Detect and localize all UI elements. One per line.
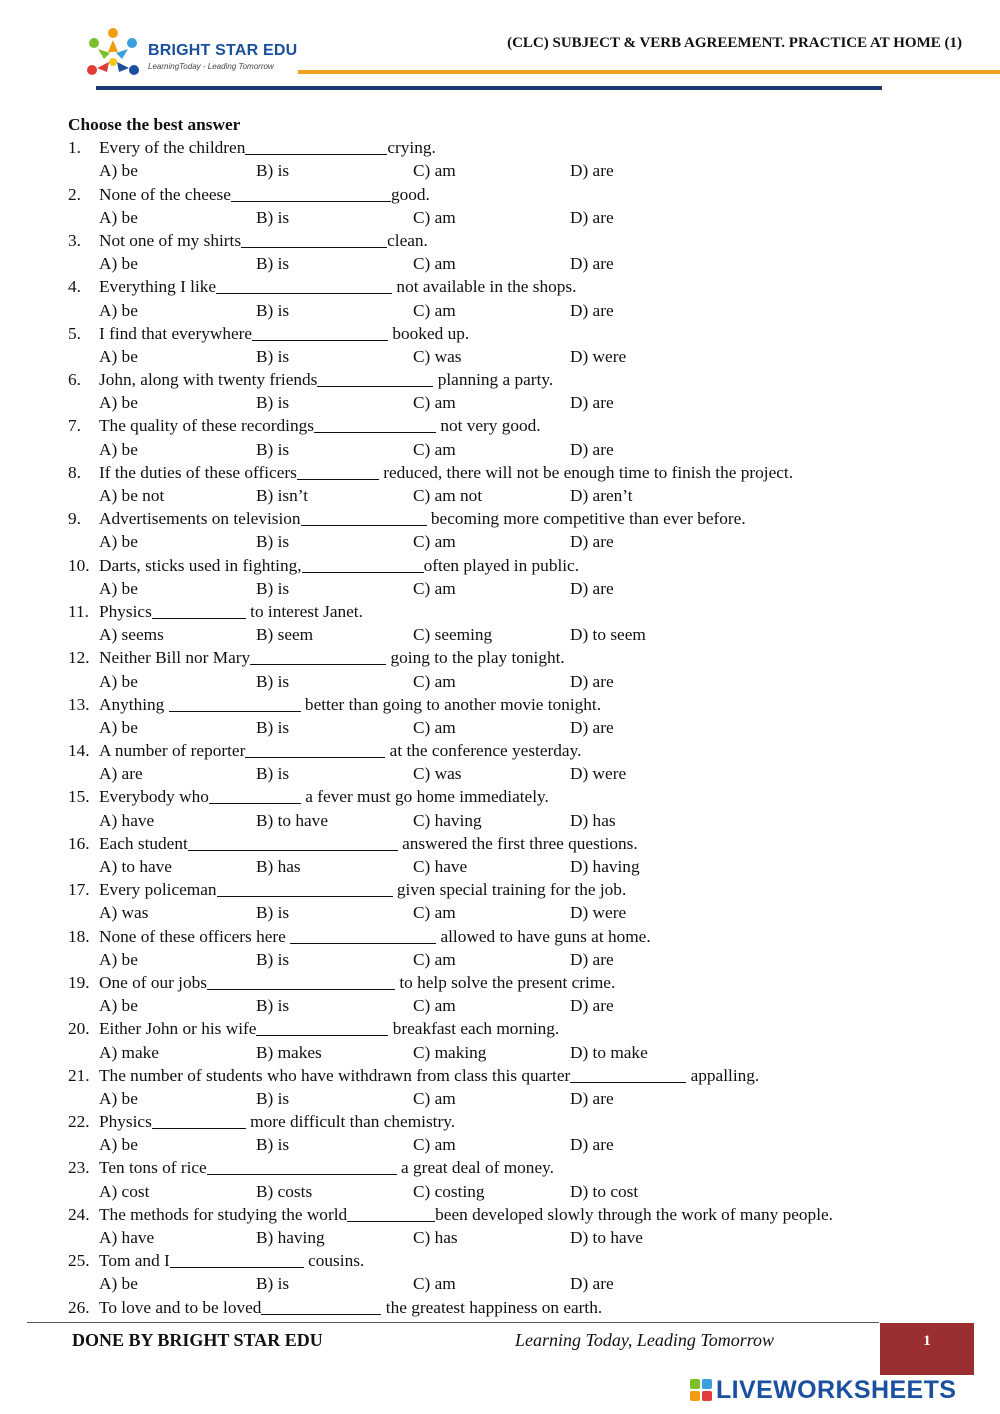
question-text-before: One of our jobs (99, 972, 207, 992)
answer-blank[interactable] (347, 1204, 435, 1222)
answer-option[interactable]: B) is (256, 300, 290, 320)
question-text-before: John, along with twenty friends (99, 370, 318, 390)
answer-blank[interactable] (250, 647, 386, 665)
answer-option[interactable]: D) has (570, 810, 616, 830)
answer-options (68, 670, 968, 693)
question-text-before: Ten tons of rice (99, 1158, 207, 1178)
answer-options (68, 1180, 968, 1203)
answer-option[interactable]: D) were (570, 346, 627, 366)
answer-option[interactable]: C) was (413, 346, 462, 366)
answer-option[interactable]: B) is (256, 903, 290, 923)
answer-options (68, 901, 968, 924)
page-number-badge (880, 1323, 974, 1375)
question-26 (68, 1296, 968, 1319)
answer-option[interactable]: C) seeming (413, 625, 493, 645)
question-number: 5. (68, 323, 81, 343)
question-number: 15. (68, 787, 90, 807)
answer-blank[interactable] (301, 508, 427, 526)
question-text-after: better than going to another movie tonight. (300, 694, 602, 714)
liveworksheets-logo-icon (690, 1379, 712, 1401)
question-21 (68, 1064, 968, 1087)
question-text-before: Physics (99, 601, 152, 621)
answer-option[interactable]: D) are (570, 207, 614, 227)
answer-option[interactable]: C) has (413, 1228, 458, 1247)
answer-option[interactable]: A) be (99, 1274, 138, 1294)
answer-option[interactable]: D) are (570, 671, 614, 691)
answer-option[interactable]: A) are (99, 764, 143, 784)
answer-option[interactable]: D) were (570, 903, 627, 923)
answer-options (68, 855, 968, 878)
answer-option[interactable]: C) am (413, 532, 456, 552)
answer-options (68, 716, 968, 739)
question-5 (68, 322, 968, 345)
liveworksheets-wordmark: LIVEWORKSHEETS (716, 1376, 957, 1404)
answer-option[interactable]: A) seems (99, 625, 164, 645)
question-number: 17. (68, 880, 90, 900)
answer-option[interactable]: D) are (570, 439, 614, 459)
question-14 (68, 739, 968, 762)
answer-option[interactable]: B) is (256, 161, 290, 181)
instruction-heading: Choose the best answer (68, 115, 241, 134)
answer-option[interactable]: B) is (256, 717, 290, 737)
answer-blank[interactable] (256, 1018, 388, 1036)
answer-option[interactable]: A) be (99, 578, 138, 598)
question-text-before: The quality of these recordings (99, 416, 314, 436)
answer-options (68, 159, 968, 182)
answer-option[interactable]: A) be (99, 254, 138, 274)
question-4 (68, 275, 968, 298)
answer-option[interactable]: D) are (570, 996, 614, 1016)
answer-option[interactable]: B) costs (256, 1181, 313, 1201)
answer-option[interactable]: B) makes (256, 1042, 322, 1062)
question-number: 23. (68, 1158, 90, 1178)
answer-option[interactable]: A) be (99, 671, 138, 691)
answer-option[interactable]: D) were (570, 764, 627, 784)
star-people-logo-icon (82, 26, 144, 86)
question-text-after: reduced, there will not be enough time to finish the project. (378, 462, 794, 482)
question-11 (68, 600, 968, 623)
answer-options (68, 1041, 968, 1064)
question-23 (68, 1156, 968, 1179)
answer-option[interactable]: B) is (256, 671, 290, 691)
question-text-after: the greatest happiness on earth. (381, 1297, 603, 1317)
question-text-before: Every of the children (99, 138, 246, 158)
answer-blank[interactable] (290, 926, 436, 944)
question-text-after: crying. (387, 138, 436, 158)
question-number: 9. (68, 509, 81, 529)
question-number: 12. (68, 648, 90, 668)
answer-blank[interactable] (297, 462, 379, 480)
question-text-after: going to the play tonight. (386, 648, 565, 668)
question-text-after: becoming more competitive than ever before. (426, 509, 746, 529)
question-text-before: Each student (99, 833, 188, 853)
question-text-after: good. (390, 184, 430, 204)
answer-options (68, 206, 968, 229)
answer-options (68, 1133, 968, 1156)
answer-option[interactable]: A) be (99, 1135, 138, 1155)
answer-blank[interactable] (209, 786, 301, 804)
answer-option[interactable]: C) am (413, 439, 456, 459)
question-6 (68, 368, 968, 391)
answer-option[interactable]: A) have (99, 1228, 155, 1247)
question-number: 10. (68, 555, 90, 575)
answer-blank[interactable] (170, 1250, 304, 1268)
question-text-before: If the duties of these officers (99, 462, 297, 482)
answer-option[interactable]: C) am (413, 1274, 456, 1294)
question-number: 24. (68, 1204, 90, 1224)
answer-option[interactable]: B) isn’t (256, 486, 309, 505)
question-text-before: To love and to be loved (99, 1297, 262, 1317)
question-text-after: not very good. (436, 416, 541, 436)
question-text-before: Everything I like (99, 277, 217, 297)
answer-blank[interactable] (245, 740, 385, 758)
question-16 (68, 832, 968, 855)
answer-blank[interactable] (152, 601, 246, 619)
question-number: 4. (68, 277, 81, 297)
answer-option[interactable]: B) is (256, 578, 290, 598)
footer-rule (27, 1322, 879, 1323)
question-number: 19. (68, 972, 90, 992)
answer-option[interactable]: B) is (256, 207, 290, 227)
answer-option[interactable]: C) am (413, 903, 456, 923)
answer-option[interactable]: B) is (256, 1274, 290, 1294)
answer-blank[interactable] (245, 137, 387, 155)
answer-blank[interactable] (216, 276, 392, 294)
answer-blank[interactable] (570, 1065, 686, 1083)
answer-option[interactable]: D) are (570, 1135, 614, 1155)
answer-option[interactable]: B) has (256, 857, 301, 876)
question-text-after: allowed to have guns at home. (436, 926, 651, 946)
header-rule-orange (298, 70, 1000, 74)
answer-option[interactable]: A) be (99, 393, 138, 413)
answer-option[interactable]: C) having (413, 810, 482, 830)
answer-option[interactable]: A) be (99, 300, 138, 320)
question-8 (68, 461, 968, 484)
answer-options (68, 345, 968, 368)
question-24 (68, 1203, 968, 1226)
answer-option[interactable]: D) are (570, 300, 614, 320)
question-text-before: Not one of my shirts (99, 230, 242, 250)
header-rule-navy (96, 86, 882, 90)
answer-blank[interactable] (188, 833, 398, 851)
answer-blank[interactable] (152, 1111, 246, 1129)
question-text-before: Tom and I (99, 1251, 170, 1271)
question-9 (68, 507, 968, 530)
question-number: 21. (68, 1065, 90, 1085)
answer-blank[interactable] (207, 1157, 397, 1175)
answer-option[interactable]: B) is (256, 393, 290, 413)
answer-options (68, 948, 968, 971)
answer-option[interactable]: D) are (570, 393, 614, 413)
question-text-before: Anything (99, 694, 169, 714)
answer-option[interactable]: A) be (99, 532, 138, 552)
question-3 (68, 229, 968, 252)
answer-option[interactable]: B) is (256, 1135, 290, 1155)
answer-options (68, 1087, 968, 1110)
document-title: (CLC) SUBJECT & VERB AGREEMENT. PRACTICE AT HOME (1) (507, 35, 962, 51)
question-13 (68, 693, 968, 716)
question-number: 20. (68, 1019, 90, 1039)
question-text-before: Every policeman (99, 880, 217, 900)
answer-option[interactable]: C) am (413, 717, 456, 737)
brand-logo (82, 26, 312, 90)
answer-option[interactable]: D) are (570, 1088, 614, 1108)
answer-option[interactable]: D) to make (570, 1042, 648, 1062)
answer-options (68, 438, 968, 461)
question-18 (68, 925, 968, 948)
answer-option[interactable]: B) is (256, 1088, 290, 1108)
answer-option[interactable]: D) are (570, 254, 614, 274)
question-text-before: Advertisements on television (99, 509, 301, 529)
question-number: 8. (68, 462, 81, 482)
question-25 (68, 1249, 968, 1272)
question-20 (68, 1017, 968, 1040)
question-number: 7. (68, 416, 81, 436)
question-list (68, 136, 968, 1319)
answer-option[interactable]: D) having (570, 857, 640, 876)
question-text-before: The number of students who have withdrawn from class this quarter (99, 1065, 571, 1085)
question-text-after: to help solve the present crime. (395, 972, 616, 992)
answer-option[interactable]: D) to have (570, 1228, 643, 1247)
answer-option[interactable]: B) is (256, 346, 290, 366)
answer-options (68, 1272, 968, 1295)
worksheet-content (68, 113, 968, 1319)
answer-option[interactable]: D) are (570, 1274, 614, 1294)
answer-option[interactable]: A) have (99, 810, 155, 830)
answer-options (68, 530, 968, 553)
question-text-before: Either John or his wife (99, 1019, 257, 1039)
answer-options (68, 1226, 968, 1249)
question-text-after: often played in public. (423, 555, 580, 575)
answer-option[interactable]: A) be (99, 1088, 138, 1108)
answer-option[interactable]: D) are (570, 161, 614, 181)
answer-blank[interactable] (241, 230, 387, 248)
question-text-before: Neither Bill nor Mary (99, 648, 251, 668)
question-text-before: I find that everywhere (99, 323, 253, 343)
answer-option[interactable]: B) is (256, 764, 290, 784)
answer-option[interactable]: A) be (99, 949, 138, 969)
question-text-after: planning a party. (433, 370, 554, 390)
brand-tagline: LearningToday - Leading Tomorrow (148, 62, 274, 71)
answer-option[interactable]: A) be (99, 717, 138, 737)
question-7 (68, 414, 968, 437)
question-text-before: A number of reporter (99, 741, 246, 761)
answer-option[interactable]: D) are (570, 717, 614, 737)
answer-options (68, 484, 968, 507)
question-text-after: a great deal of money. (396, 1158, 554, 1178)
question-text-after: not available in the shops. (392, 277, 577, 297)
question-text-after: given special training for the job. (392, 880, 627, 900)
question-17 (68, 878, 968, 901)
answer-blank[interactable] (207, 972, 395, 990)
question-number: 6. (68, 370, 81, 390)
question-text-after: more difficult than chemistry. (245, 1112, 456, 1132)
answer-option[interactable]: C) am (413, 207, 456, 227)
answer-options (68, 809, 968, 832)
question-text-after: to interest Janet. (245, 601, 363, 621)
answer-option[interactable]: B) seem (256, 625, 314, 645)
answer-blank[interactable] (231, 184, 391, 202)
answer-blank[interactable] (314, 415, 436, 433)
answer-option[interactable]: A) be (99, 439, 138, 459)
answer-options (68, 577, 968, 600)
question-1 (68, 136, 968, 159)
answer-blank[interactable] (317, 369, 433, 387)
answer-options (68, 252, 968, 275)
answer-option[interactable]: A) be (99, 161, 138, 181)
answer-option[interactable]: A) be (99, 996, 138, 1016)
answer-option[interactable]: C) am (413, 1135, 456, 1155)
answer-option[interactable]: C) am (413, 254, 456, 274)
question-text-before: The methods for studying the world (99, 1204, 348, 1224)
answer-option[interactable]: C) was (413, 764, 462, 784)
question-number: 1. (68, 138, 81, 158)
answer-option[interactable]: A) to have (99, 857, 172, 876)
answer-option[interactable]: D) are (570, 532, 614, 552)
answer-option[interactable]: C) am not (413, 486, 483, 505)
answer-option[interactable]: C) am (413, 671, 456, 691)
question-text-before: None of the cheese (99, 184, 231, 204)
question-text-after: at the conference yesterday. (385, 741, 582, 761)
answer-options (68, 994, 968, 1017)
answer-option[interactable]: B) to have (256, 810, 328, 830)
question-number: 13. (68, 694, 90, 714)
question-text-before: Everybody who (99, 787, 209, 807)
answer-option[interactable]: D) aren’t (570, 486, 633, 505)
answer-option[interactable]: A) be not (99, 486, 165, 505)
question-15 (68, 785, 968, 808)
answer-option[interactable]: C) am (413, 300, 456, 320)
question-2 (68, 183, 968, 206)
answer-option[interactable]: C) am (413, 949, 456, 969)
answer-blank[interactable] (217, 879, 393, 897)
question-text-after: answered the first three questions. (397, 833, 638, 853)
question-number: 3. (68, 230, 81, 250)
answer-option[interactable]: A) was (99, 903, 149, 923)
answer-blank[interactable] (302, 555, 424, 573)
question-number: 25. (68, 1251, 90, 1271)
question-12 (68, 646, 968, 669)
answer-option[interactable]: D) to cost (570, 1181, 639, 1201)
question-number: 14. (68, 741, 90, 761)
question-text-before: None of these officers here (99, 926, 291, 946)
answer-option[interactable]: C) am (413, 996, 456, 1016)
answer-blank[interactable] (261, 1297, 381, 1315)
answer-option[interactable]: B) is (256, 996, 290, 1016)
question-number: 18. (68, 926, 90, 946)
question-text-before: Darts, sticks used in fighting, (99, 555, 302, 575)
question-text-after: clean. (387, 230, 428, 250)
answer-option[interactable]: A) make (99, 1042, 159, 1062)
answer-option[interactable]: B) having (256, 1228, 325, 1247)
page-header (0, 0, 1000, 110)
question-text-after: cousins. (303, 1251, 365, 1271)
page-number: 1 (923, 1333, 931, 1349)
question-text-after: booked up. (388, 323, 470, 343)
question-text-after: a fever must go home immediately. (300, 787, 549, 807)
answer-option[interactable]: A) be (99, 346, 138, 366)
answer-option[interactable]: C) have (413, 857, 468, 876)
question-text-before: Physics (99, 1112, 152, 1132)
question-number: 2. (68, 184, 81, 204)
answer-option[interactable]: C) costing (413, 1181, 485, 1201)
question-number: 22. (68, 1112, 90, 1132)
footer-slogan: Learning Today, Leading Tomorrow (515, 1330, 775, 1350)
answer-option[interactable]: B) is (256, 949, 290, 969)
answer-blank[interactable] (252, 323, 388, 341)
answer-option[interactable]: D) are (570, 578, 614, 598)
answer-option[interactable]: C) am (413, 161, 456, 181)
answer-option[interactable]: C) am (413, 1088, 456, 1108)
question-number: 16. (68, 833, 90, 853)
question-text-after: been developed slowly through the work of many people. (435, 1204, 833, 1224)
answer-options (68, 623, 968, 646)
question-number: 26. (68, 1297, 90, 1317)
answer-option[interactable]: B) is (256, 254, 290, 274)
answer-option[interactable]: C) making (413, 1042, 487, 1062)
brand-name: BRIGHT STAR EDU (148, 42, 298, 59)
answer-options (68, 391, 968, 414)
answer-option[interactable]: C) am (413, 578, 456, 598)
answer-option[interactable]: C) am (413, 393, 456, 413)
answer-option[interactable]: B) is (256, 532, 290, 552)
footer-credit: DONE BY BRIGHT STAR EDU (72, 1330, 323, 1350)
question-22 (68, 1110, 968, 1133)
answer-option[interactable]: A) be (99, 207, 138, 227)
answer-option[interactable]: B) is (256, 439, 290, 459)
answer-option[interactable]: D) to seem (570, 625, 646, 645)
answer-options (68, 762, 968, 785)
answer-option[interactable]: A) cost (99, 1181, 150, 1201)
answer-blank[interactable] (169, 694, 301, 712)
question-text-after: breakfast each morning. (388, 1019, 560, 1039)
answer-option[interactable]: D) are (570, 949, 614, 969)
answer-options (68, 299, 968, 322)
question-text-after: appalling. (686, 1065, 760, 1085)
question-19 (68, 971, 968, 994)
question-10 (68, 554, 968, 577)
question-number: 11. (68, 601, 89, 621)
